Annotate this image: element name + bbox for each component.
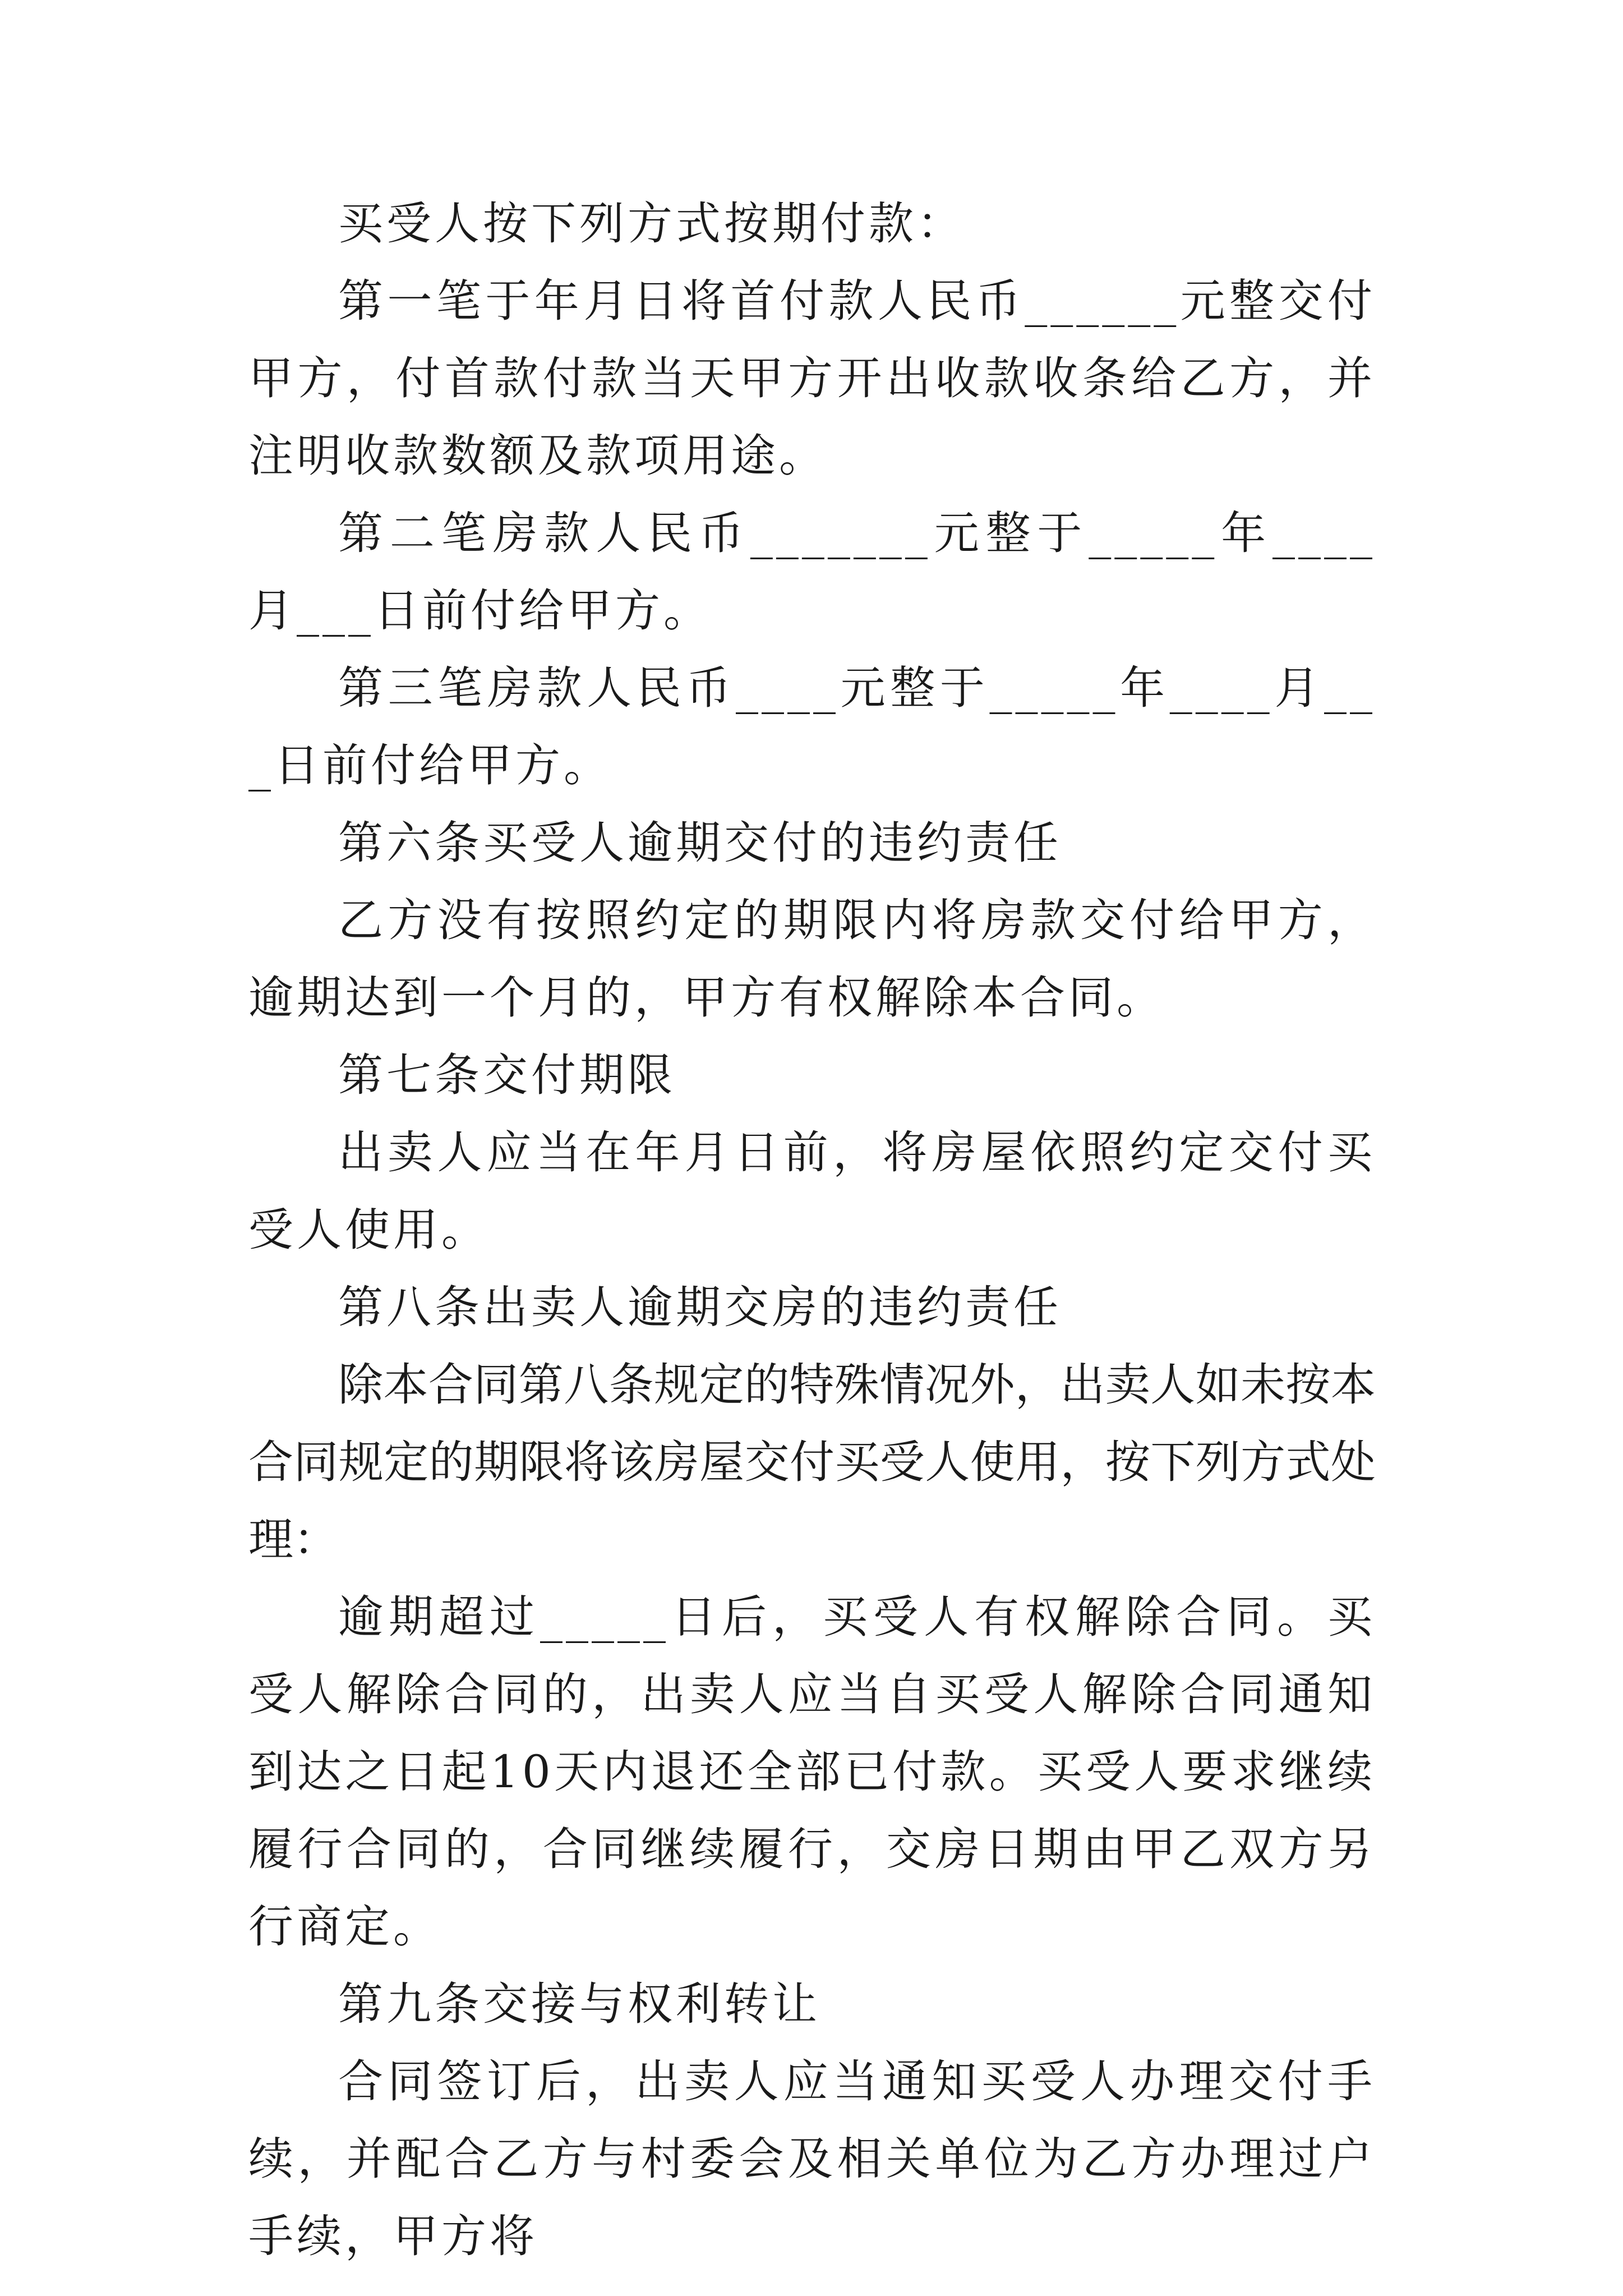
paragraph-article-6: 乙方没有按照约定的期限内将房款交付给甲方，逾期达到一个月的，甲方有权解除本合同。	[248, 894, 1376, 1024]
paragraph-article-7: 出卖人应当在年月日前，将房屋依照约定交付买受人使用。	[248, 1126, 1376, 1256]
paragraph-second-payment: 第二笔房款人民币_______元整于_____年____月___日前付给甲方。	[248, 507, 1376, 637]
heading-article-9: 第九条交接与权利转让	[338, 1978, 820, 2030]
heading-article-8: 第八条出卖人逾期交房的违约责任	[338, 1281, 1062, 1333]
paragraph-article-8: 除本合同第八条规定的特殊情况外，出卖人如未按本合同规定的期限将该房屋交付买受人使用，按下列方式处理：	[248, 1359, 1376, 1566]
heading-article-7: 第七条交付期限	[338, 1049, 676, 1101]
document-body	[248, 185, 1376, 2275]
paragraph-article-9: 合同签订后，出卖人应当通知买受人办理交付手续，并配合乙方与村委会及相关单位为乙方办理过户手续，甲方将	[248, 2055, 1376, 2262]
paragraph-article-8-overdue: 逾期超过_____日后，买受人有权解除合同。买受人解除合同的，出卖人应当自买受人解除合同通知到达之日起10天内退还全部已付款。买受人要求继续履行合同的，合同继续履行，交房日期由甲乙双方另行商定。	[248, 1591, 1376, 1953]
paragraph-first-payment: 第一笔于年月日将首付款人民币______元整交付甲方，付首款付款当天甲方开出收款收条给乙方，并注明收款数额及款项用途。	[248, 275, 1376, 482]
paragraph-payment-intro: 买受人按下列方式按期付款：	[338, 197, 965, 250]
paragraph-third-payment: 第三笔房款人民币____元整于_____年____月___日前付给甲方。	[248, 662, 1376, 792]
heading-article-6: 第六条买受人逾期交付的违约责任	[338, 817, 1062, 869]
